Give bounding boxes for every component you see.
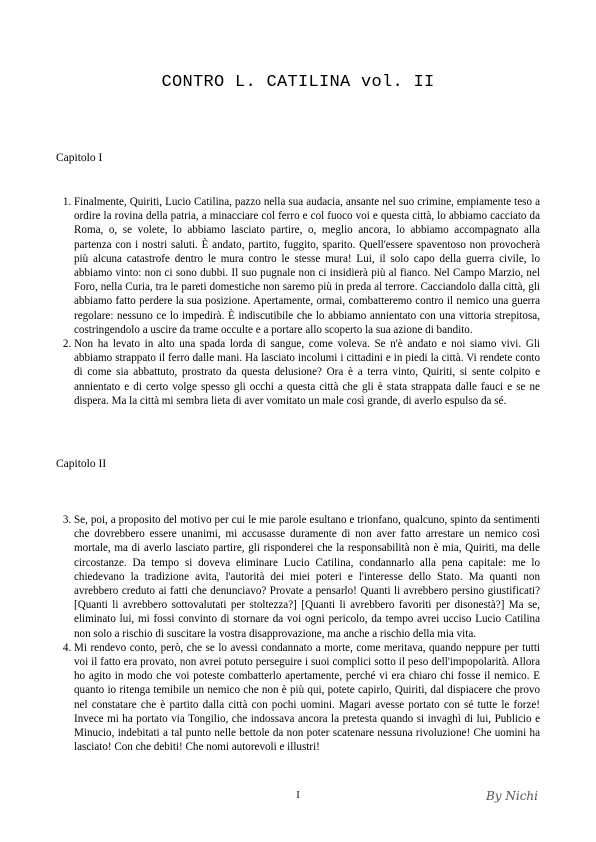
author-signature: By Nichi	[485, 789, 538, 803]
paragraph: 3. Se, poi, a proposito del motivo per cui le mie parole esultano e trionfano, qualcuno, spinto da sentimenti che dovrebbero essere unanimi, mi accusasse duramente di non aver fatto arrestare un nemico così mortale, ma di averlo lasciato partire, gli risponderei che la responsabilità non è mia, Quiriti, ma delle circostanze. Da tempo si doveva eliminare Lucio Catilina, condannarlo alla pena capitale: me lo chiedevano la tradizione avita, l'autorità dei miei poteri e l'interesse dello Stato. Ma quanti non avrebbero creduto ai fatti che denunciavo? Provate a pensarlo! Quanti li avrebbero persino giustificati? [Quanti li avrebbero sottovalutati per stoltezza?] [Quanti li avrebbero favoriti per disonestà?] Ma se, eliminato lui, mi fossi convinto di stornare da voi ogni pericolo, da tempo avrei ucciso Lucio Catilina non solo a rischio di suscitare la vostra disapprovazione, ma anche a rischio della mia vita.	[74, 513, 540, 641]
page-number: I	[296, 790, 300, 801]
paragraph: 2. Non ha levato in alto una spada lorda di sangue, come voleva. Se n'è andato e noi siamo vivi. Gli abbiamo strappato il ferro dalle mani. Ha lasciato incolumi i cittadini e in piedi la città. Vi rendete conto di come sia abbattuto, prostrato da questa delusione? Ora è a terra vinto, Quiriti, si sente colpito e annientato e di certo volge spesso gli occhi a questa città che gli è stata strappata dalle fauci e se ne dispera. Ma la città mi sembra lieta di aver vomitato un male così grande, di averlo espulso da sé.	[74, 337, 540, 408]
chapter-heading: Capitolo I	[56, 152, 103, 164]
document-title: CONTRO L. CATILINA vol. II	[161, 73, 435, 92]
chapter-2-paragraph-list	[56, 513, 540, 754]
paragraph: 1. Finalmente, Quiriti, Lucio Catilina, pazzo nella sua audacia, ansante nel suo crimine, empiamente teso a ordire la rovina della patria, a minacciare col ferro e col fuoco voi e questa città, lo abbiamo cacciato da Roma, o, se volete, lo abbiamo lasciato partire, o, meglio ancora, lo abbiamo accompagnato alla partenza con i nostri saluti. È andato, partito, fuggito, sparito. Quell'essere spaventoso non provocherà più alcuna catastrofe dentro le mura contro le stesse mura! Lui, il solo capo della guerra civile, lo abbiamo vinto: non ci sono dubbi. Il suo pugnale non ci insidierà più al fianco. Nel Campo Marzio, nel Foro, nella Curia, tra le pareti domestiche non saremo più in preda al terrore. Cacciandolo dalla città, gli abbiamo fatto perdere la sua posizione. Apertamente, ormai, combatteremo contro il nemico una guerra regolare: nessuno ce lo impedirà. È indiscutibile che lo abbiamo annientato con una vittoria strepitosa, costringendolo a uscire da trame occulte e a portare allo scoperto la sua azione di bandito.	[74, 195, 540, 337]
chapter-heading: Capitolo II	[56, 458, 107, 470]
paragraph: 4. Mi rendevo conto, però, che se lo avessi condannato a morte, come meritava, quando neppure per tutti voi il fatto era provato, non avrei potuto perseguire i suoi complici sotto il peso dell'impopolarità. Allora ho agito in modo che voi poteste combatterlo apertamente, perché vi era chiaro chi fosse il nemico. E quanto io ritenga temibile un nemico che non è più qui, potete capirlo, Quiriti, dal dispiacere che provo nel constatare che è partito dalla città con pochi uomini. Magari avesse portato con sé tutte le forze! Invece mi ha portato via Tongilio, che indossava ancora la pretesta quando si invaghì di lui, Publicio e Minucio, indebitati a tal punto nelle bettole da non poter scatenare nessuna rivoluzione! Che uomini ha lasciato! Con che debiti! Che nomi autorevoli e illustri!	[74, 641, 540, 755]
chapter-1-paragraph-list	[56, 195, 540, 408]
